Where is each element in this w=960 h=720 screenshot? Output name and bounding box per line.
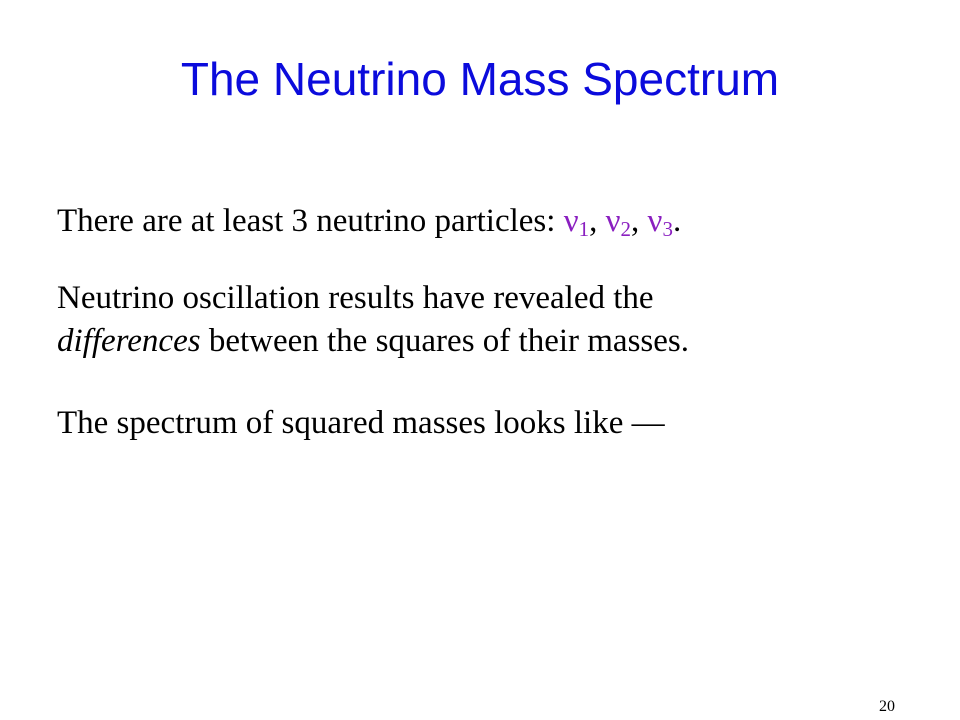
paragraph-text: There are at least 3 neutrino particles: [57, 203, 564, 239]
separator: , [631, 203, 648, 239]
emphasis-text: differences [57, 323, 201, 359]
neutrino-symbol-3: $\nu_3$ [647, 203, 673, 241]
neutrino-symbol-2: $\nu_2$ [605, 203, 632, 241]
paragraph-line: Neutrino oscillation results have revealed the [57, 280, 654, 316]
slide-title: The Neutrino Mass Spectrum [180, 53, 780, 105]
paragraph-line [57, 320, 917, 363]
paragraph-neutrino-count [57, 200, 917, 243]
terminator: . [672, 203, 682, 239]
paragraph-spectrum: The spectrum of squared masses looks like — [57, 405, 665, 441]
neutrino-symbol-1: $\nu_1$ [563, 203, 590, 241]
page-number: 20 [879, 698, 895, 715]
paragraph-text: between the squares of their masses. [200, 323, 689, 359]
paragraph-oscillation [57, 277, 917, 363]
separator: , [589, 203, 606, 239]
